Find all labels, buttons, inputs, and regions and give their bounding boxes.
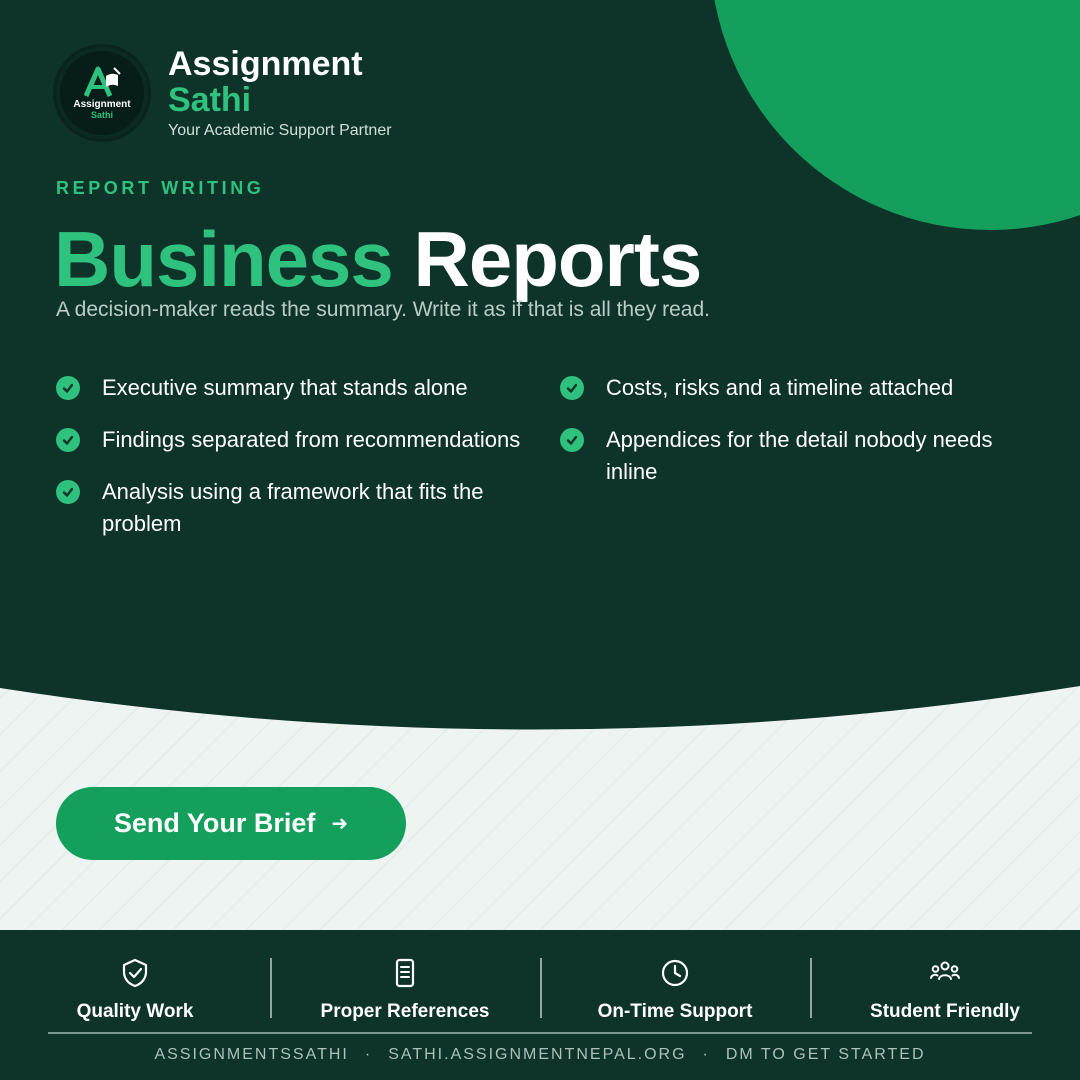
send-brief-button[interactable] <box>56 787 406 860</box>
document-icon <box>389 957 421 989</box>
feature-item <box>560 372 1030 404</box>
feature-list-right <box>560 372 1030 508</box>
cta-label: Send Your Brief <box>113 808 316 838</box>
check-icon <box>560 376 584 400</box>
people-icon <box>929 957 961 989</box>
badge-label: Quality Work <box>76 1001 194 1022</box>
badge-proper-references <box>270 930 540 1032</box>
feature-text: Findings separated from recommendations <box>102 427 521 452</box>
badge-quality-work <box>0 930 270 1032</box>
clock-icon <box>659 957 691 989</box>
feature-text: Costs, risks and a timeline attached <box>606 375 954 400</box>
check-icon <box>56 480 80 504</box>
feature-item <box>56 424 536 456</box>
check-icon <box>56 376 80 400</box>
brand-tagline: Your Academic Support Partner <box>168 122 392 139</box>
decorative-circle <box>710 0 1080 230</box>
footer-links <box>0 1046 1080 1064</box>
footer-divider <box>48 1032 1032 1034</box>
feature-item <box>560 424 1030 488</box>
headline-rest: Reports <box>413 215 702 303</box>
brand-name-line2: Sathi <box>168 81 252 119</box>
badge-label: On-Time Support <box>597 1001 753 1022</box>
feature-list-left <box>56 372 536 560</box>
footer-handle[interactable]: ASSIGNMENTSSATHI <box>154 1046 349 1063</box>
feature-text: Analysis using a framework that fits the problem <box>102 479 484 536</box>
footer-separator: · <box>364 1046 373 1063</box>
badge-label: Student Friendly <box>870 1001 1020 1022</box>
check-icon <box>560 428 584 452</box>
logo-text-sathi: Sathi <box>90 110 113 120</box>
feature-item <box>56 372 536 404</box>
brand-name-line1: Assignment <box>168 45 363 83</box>
badge-on-time-support <box>540 930 810 1032</box>
arrow-right-icon: ➜ <box>331 813 349 835</box>
brand-text <box>168 46 392 140</box>
footer-separator: · <box>702 1046 710 1063</box>
subtitle: A decision-maker reads the summary. Write it as if that is all they read. <box>56 298 710 321</box>
page-title <box>54 216 701 302</box>
brand-header <box>56 46 392 140</box>
eyebrow-label: REPORT WRITING <box>56 178 265 198</box>
shield-check-icon <box>119 957 151 989</box>
footer <box>0 930 1080 1080</box>
feature-badges <box>0 930 1080 1032</box>
wave-divider <box>0 660 1080 730</box>
footer-website-link[interactable]: SATHI.ASSIGNMENTNEPAL.ORG <box>388 1046 687 1063</box>
footer-cta-text: DM TO GET STARTED <box>725 1046 926 1063</box>
headline-accent: Business <box>54 215 393 303</box>
logo-text-assignment: Assignment <box>73 99 131 110</box>
check-icon <box>56 428 80 452</box>
feature-item <box>56 476 536 540</box>
feature-text: Executive summary that stands alone <box>102 375 468 400</box>
feature-text: Appendices for the detail nobody needs inline <box>606 427 993 484</box>
badge-student-friendly <box>810 930 1080 1032</box>
badge-label: Proper References <box>320 1001 490 1022</box>
brand-logo <box>56 47 148 139</box>
logo-letter-a-icon <box>80 66 124 98</box>
